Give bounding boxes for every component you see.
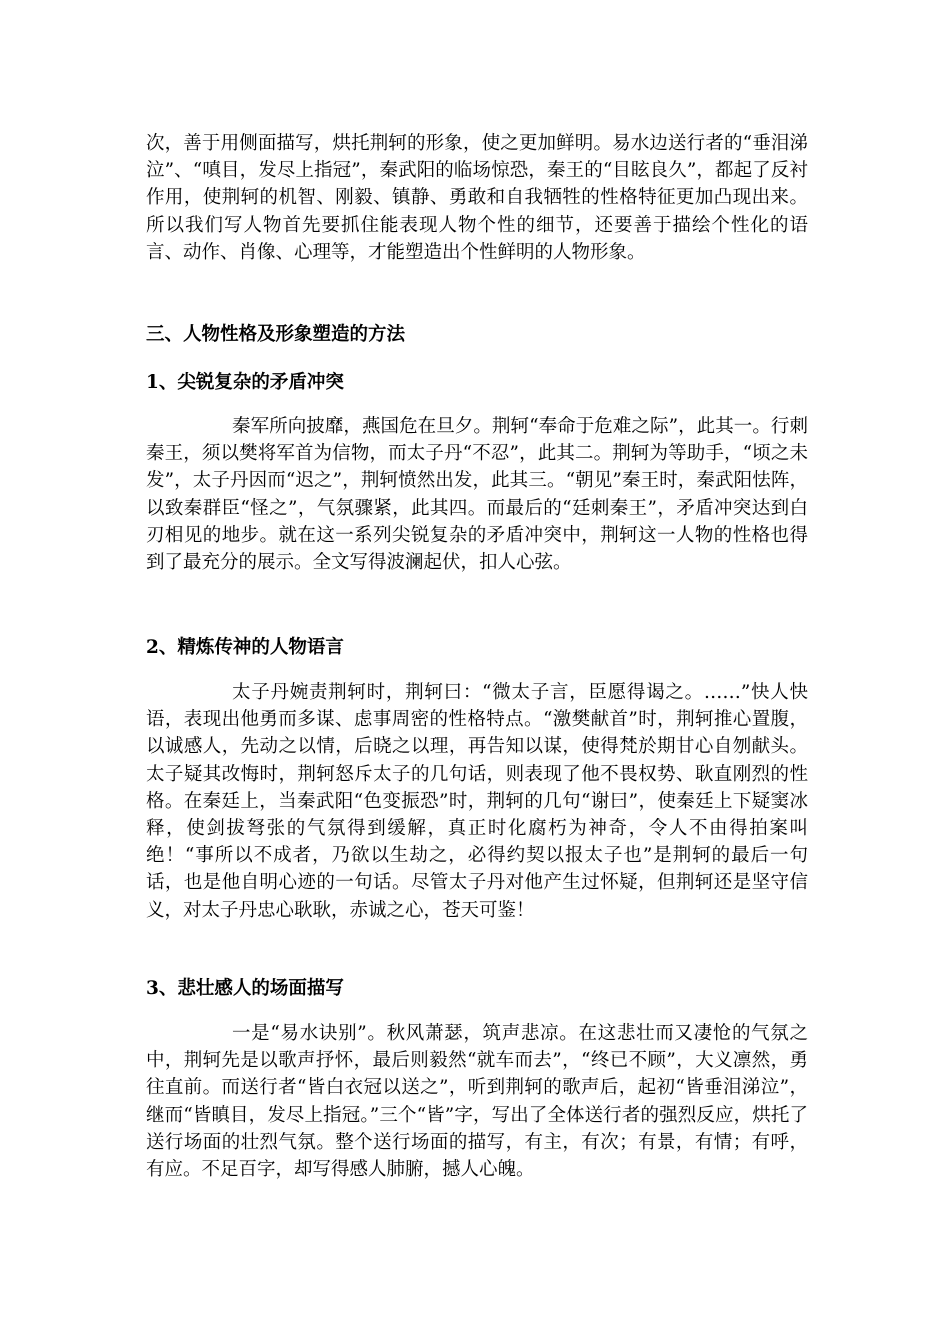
subsection-body-1: 秦军所向披靡，燕国危在旦夕。荆轲“奉命于危难之际”，此其一。行刺秦王，须以樊将军首为信物，而太子丹“不忍”，此其二。荆轲为等助手，“顷之未发”，太子丹因而“迟之”，荆轲愤然出发，此其三。“朝见”秦王时，秦武阳怯阵，以致秦群臣“怪之”，气氛骤紧，此其四。而最后的“廷刺秦王”，矛盾冲突达到白刃相见的地步。就在这一系列尖锐复杂的矛盾冲突中，荆轲这一人物的性格也得到了最充分的展示。全文写得波澜起伏，扣人心弦。 — [146, 416, 808, 574]
section-heading: 三、人物性格及形象塑造的方法 — [146, 324, 406, 345]
intro-paragraph: 次，善于用侧面描写，烘托荆轲的形象，使之更加鲜明。易水边送行者的“垂泪涕泣”、“嗔目，发尽上指冠”，秦武阳的临场惊恐，秦王的“目眩良久”，都起了反衬作用，使荆轲的机智、刚毅、镇静、勇敢和自我牺牲的性格特征更加凸现出来。所以我们写人物首先要抓住能表现人物个性的细节，还要善于描绘个性化的语言、动作、肖像、心理等，才能塑造出个性鲜明的人物形象。 — [146, 133, 808, 263]
subsection-body-2: 太子丹婉责荆轲时，荆轲曰：“微太子言，臣愿得谒之。……”快人快语，表现出他勇而多谋、虑事周密的性格特点。“激樊献首”时，荆轲推心置腹，以诚感人，先动之以情，后晓之以理，再告知以谋，使得梵於期甘心自刎献头。太子疑其改悔时，荆轲怒斥太子的几句话，则表现了他不畏权势、耿直刚烈的性格。在秦廷上，当秦武阳“色变振恐”时，荆轲的几句“谢曰”，使秦廷上下疑窦冰释，使剑拔弩张的气氛得到缓解，真正时化腐朽为神奇，令人不由得拍案叫绝！“事所以不成者，乃欲以生劫之，必得约契以报太子也”是荆轲的最后一句话，也是他自明心迹的一句话。尽管太子丹对他产生过怀疑，但荆轲还是坚守信义，对太子丹忠心耿耿，赤诚之心，苍天可鉴！ — [146, 682, 808, 921]
subsection-body-3: 一是“易水诀别”。秋风萧瑟，筑声悲凉。在这悲壮而又凄怆的气氛之中，荆轲先是以歌声抒怀，最后则毅然“就车而去”，“终已不顾”，大义凛然，勇往直前。而送行者“皆白衣冠以送之”，听到荆轲的歌声后，起初“皆垂泪涕泣”，继而“皆瞋目，发尽上指冠。”三个“皆”字，写出了全体送行者的强烈反应，烘托了送行场面的壮烈气氛。整个送行场面的描写，有主，有次；有景，有情；有呼，有应。不足百字，却写得感人肺腑，撼人心魄。 — [146, 1023, 808, 1181]
subsection-title-2: 2、精炼传神的人物语言 — [146, 637, 344, 658]
subsection-title-3: 3、悲壮感人的场面描写 — [146, 978, 344, 999]
subsection-title-1: 1、尖锐复杂的矛盾冲突 — [146, 372, 344, 393]
